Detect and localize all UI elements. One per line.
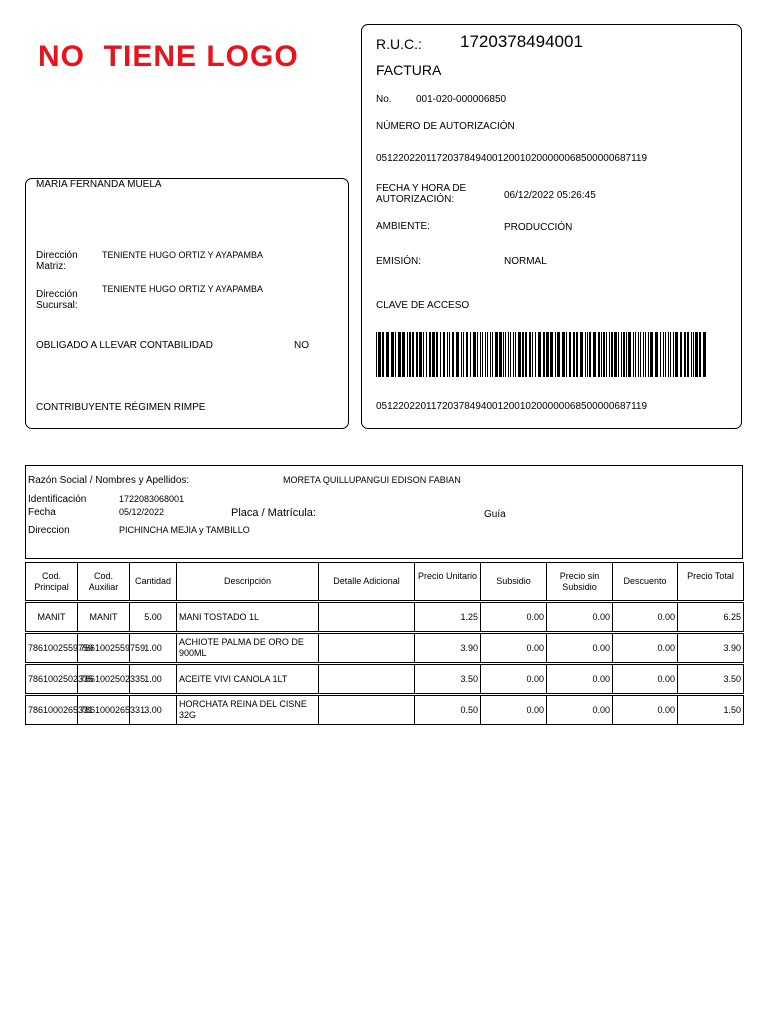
- client-address: PICHINCHA MEJIA y TAMBILLO: [119, 525, 250, 535]
- client-id-label: Identificación: [28, 494, 87, 505]
- cell-precio-sin-subsidio: 0.00: [547, 665, 613, 694]
- branch-address: TENIENTE HUGO ORTIZ Y AYAPAMBA: [102, 284, 264, 294]
- issue-date: 05/12/2022: [119, 507, 165, 517]
- cell-cod-principal: MANIT: [26, 603, 78, 632]
- ruc-value: 1720378494001: [460, 32, 583, 51]
- authorization-number: 0512202201172037849400120010200000068500000687119: [376, 153, 648, 164]
- header-precio-total: Precio Total: [678, 563, 744, 601]
- access-key-label: CLAVE DE ACCESO: [376, 300, 470, 311]
- issue-date-label: Fecha: [28, 507, 56, 518]
- cell-descuento: 0.00: [613, 603, 678, 632]
- table-row: [26, 634, 744, 663]
- cell-precio-unitario: 3.90: [415, 634, 481, 663]
- authorization-date-label: FECHA Y HORA DE AUTORIZACIÓN:: [376, 183, 467, 205]
- branch-address-label: Dirección Sucursal:: [36, 289, 78, 311]
- client-address-label: Direccion: [28, 525, 70, 536]
- issuer-name: MARIA FERNANDA MUELA: [36, 179, 162, 190]
- cell-descripcion: ACEITE VIVI CANOLA 1LT: [177, 665, 319, 694]
- authorization-label: NÚMERO DE AUTORIZACIÓN: [376, 121, 515, 132]
- header-cod-auxiliar: Cod. Auxiliar: [78, 563, 130, 601]
- cell-precio-sin-subsidio: 0.00: [547, 634, 613, 663]
- header-precio-unitario: Precio Unitario: [415, 563, 481, 601]
- table-row: [26, 696, 744, 725]
- cell-detalle-adicional: [319, 696, 415, 725]
- cell-detalle-adicional: [319, 634, 415, 663]
- cell-cod-auxiliar: MANIT: [78, 603, 130, 632]
- cell-subsidio: 0.00: [481, 634, 547, 663]
- cell-cantidad: 3.00: [130, 696, 177, 725]
- logo-placeholder: NO TIENE LOGO: [38, 40, 299, 73]
- cell-subsidio: 0.00: [481, 603, 547, 632]
- cell-cantidad: 5.00: [130, 603, 177, 632]
- header-subsidio: Subsidio: [481, 563, 547, 601]
- table-header-row: [26, 563, 744, 601]
- cell-descripcion: HORCHATA REINA DEL CISNE 32G: [177, 696, 319, 725]
- access-key-barcode: [376, 332, 710, 377]
- cell-precio-total: 1.50: [678, 696, 744, 725]
- accounting-value: NO: [294, 340, 309, 351]
- client-name: MORETA QUILLUPANGUI EDISON FABIAN: [283, 475, 461, 485]
- cell-descripcion: MANI TOSTADO 1L: [177, 603, 319, 632]
- head-office-address-label: Dirección Matriz:: [36, 250, 78, 272]
- ruc-label: R.U.C.:: [376, 36, 422, 52]
- cell-cod-auxiliar: 7861002559759: [78, 634, 130, 663]
- header-detalle-adicional: Detalle Adicional: [319, 563, 415, 601]
- cell-cod-principal: 7861002502335: [26, 665, 78, 694]
- header-precio-sin-subsidio: Precio sin Subsidio: [547, 563, 613, 601]
- guide-label: Guía: [484, 509, 506, 520]
- cell-precio-sin-subsidio: 0.00: [547, 603, 613, 632]
- cell-descuento: 0.00: [613, 665, 678, 694]
- head-office-address: TENIENTE HUGO ORTIZ Y AYAPAMBA: [102, 250, 264, 260]
- header-cantidad: Cantidad: [130, 563, 177, 601]
- cell-precio-total: 6.25: [678, 603, 744, 632]
- table-row: [26, 665, 744, 694]
- items-table: [25, 562, 744, 725]
- invoice-number-label: No.: [376, 94, 392, 105]
- cell-cod-principal: 7861000265331: [26, 696, 78, 725]
- cell-cod-auxiliar: 7861000265331: [78, 696, 130, 725]
- environment-value: PRODUCCIÓN: [504, 222, 573, 233]
- cell-precio-total: 3.50: [678, 665, 744, 694]
- header-descripcion: Descripción: [177, 563, 319, 601]
- document-type: FACTURA: [376, 62, 442, 78]
- header-descuento: Descuento: [613, 563, 678, 601]
- cell-detalle-adicional: [319, 665, 415, 694]
- cell-descuento: 0.00: [613, 634, 678, 663]
- environment-label: AMBIENTE:: [376, 221, 430, 232]
- cell-precio-total: 3.90: [678, 634, 744, 663]
- cell-descripcion: ACHIOTE PALMA DE ORO DE 900ML: [177, 634, 319, 663]
- cell-detalle-adicional: [319, 603, 415, 632]
- table-row: [26, 603, 744, 632]
- cell-precio-unitario: 1.25: [415, 603, 481, 632]
- invoice-number: 001-020-000006850: [416, 94, 507, 105]
- cell-cod-auxiliar: 7861002502335: [78, 665, 130, 694]
- accounting-label: OBLIGADO A LLEVAR CONTABILIDAD: [36, 340, 213, 351]
- cell-precio-unitario: 3.50: [415, 665, 481, 694]
- cell-subsidio: 0.00: [481, 665, 547, 694]
- cell-descuento: 0.00: [613, 696, 678, 725]
- cell-cantidad: 1.00: [130, 665, 177, 694]
- client-id: 1722083068001: [119, 494, 185, 504]
- emission-label: EMISIÓN:: [376, 256, 422, 267]
- header-cod-principal: Cod. Principal: [26, 563, 78, 601]
- cell-precio-sin-subsidio: 0.00: [547, 696, 613, 725]
- cell-subsidio: 0.00: [481, 696, 547, 725]
- cell-cod-principal: 7861002559759: [26, 634, 78, 663]
- tax-regime: CONTRIBUYENTE RÉGIMEN RIMPE: [36, 402, 206, 413]
- emission-value: NORMAL: [504, 256, 547, 267]
- plate-label: Placa / Matrícula:: [231, 507, 316, 519]
- cell-precio-unitario: 0.50: [415, 696, 481, 725]
- client-name-label: Razón Social / Nombres y Apellidos:: [28, 475, 190, 486]
- authorization-date: 06/12/2022 05:26:45: [504, 190, 596, 201]
- access-key-value: 0512202201172037849400120010200000068500000687119: [376, 401, 648, 412]
- cell-cantidad: 1.00: [130, 634, 177, 663]
